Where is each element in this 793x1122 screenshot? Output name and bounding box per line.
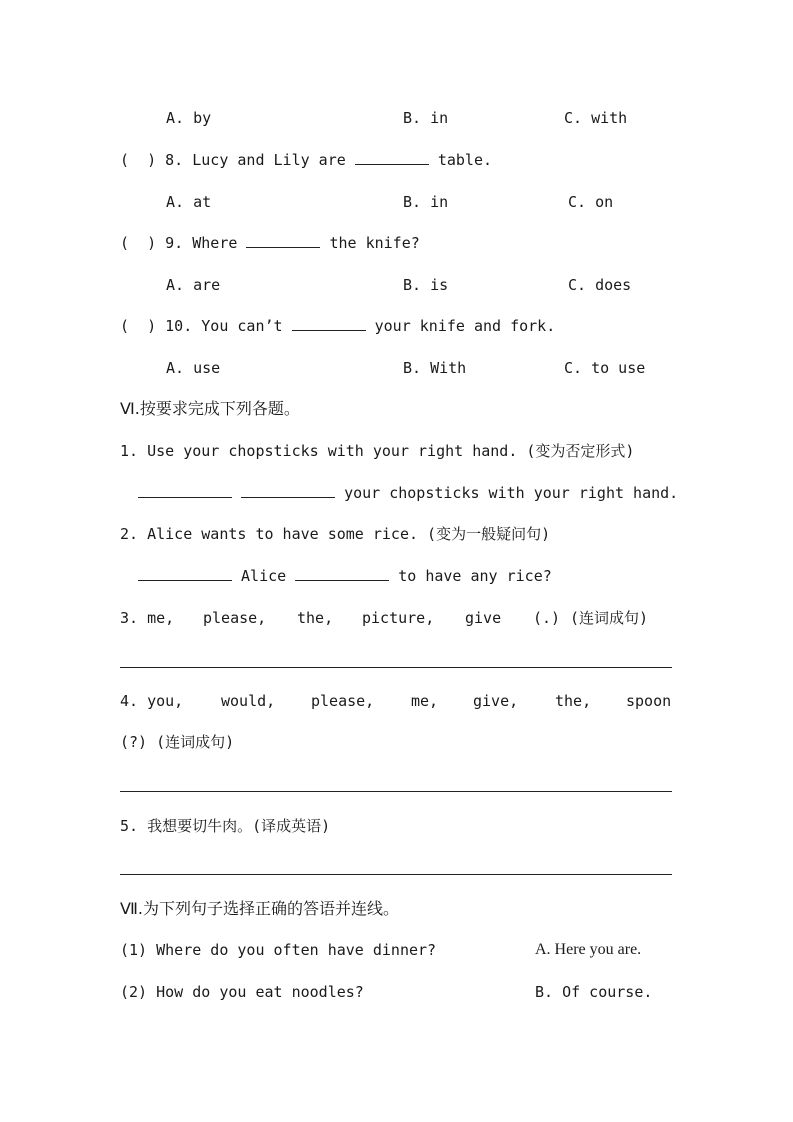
task-5-prompt: 5. 我想要切牛肉。(译成英语) bbox=[120, 817, 331, 835]
option-a: A. by bbox=[166, 109, 212, 127]
word-token: (.) bbox=[533, 609, 561, 627]
question-number: 9. bbox=[165, 234, 184, 252]
word-token: 4. you, bbox=[120, 692, 184, 710]
answer-paren: ( ) bbox=[120, 234, 157, 252]
task-2-answer bbox=[138, 566, 552, 586]
word-token: give bbox=[465, 609, 502, 627]
task-1-answer bbox=[138, 483, 678, 503]
question-text: table. bbox=[437, 151, 493, 169]
match-answer[interactable]: A. Here you are. bbox=[535, 941, 642, 958]
word-token: the, bbox=[297, 609, 334, 627]
fill-blank[interactable] bbox=[295, 566, 389, 581]
option-c: C. on bbox=[568, 193, 614, 211]
match-question: (1) Where do you often have dinner? bbox=[120, 941, 437, 959]
section-6-title: Ⅵ.按要求完成下列各题。 bbox=[120, 399, 300, 418]
option-b: B. is bbox=[403, 276, 449, 294]
word-token: spoon bbox=[626, 692, 672, 710]
option-b: B. in bbox=[403, 193, 449, 211]
section-7-title: Ⅶ.为下列句子选择正确的答语并连线。 bbox=[120, 899, 400, 918]
word-token: give, bbox=[473, 692, 519, 710]
word-token: picture, bbox=[362, 609, 435, 627]
question-text: Where bbox=[192, 234, 238, 252]
word-token: the, bbox=[555, 692, 592, 710]
answer-line[interactable] bbox=[120, 667, 672, 668]
word-token: me, bbox=[411, 692, 439, 710]
question-text: You can’t bbox=[201, 317, 283, 335]
answer-paren: ( ) bbox=[120, 151, 157, 169]
question-text: the knife? bbox=[329, 234, 420, 252]
option-a: A. at bbox=[166, 193, 212, 211]
task-4-hint: (?) (连词成句) bbox=[120, 733, 235, 751]
option-a: A. are bbox=[166, 276, 221, 294]
fill-blank[interactable] bbox=[246, 233, 320, 248]
answer-text: to have any rice? bbox=[398, 567, 552, 585]
question-9 bbox=[120, 233, 420, 253]
word-token: 3. me, bbox=[120, 609, 175, 627]
match-question: (2) How do you eat noodles? bbox=[120, 983, 364, 1001]
task-2-prompt: 2. Alice wants to have some rice. (变为一般疑问句) bbox=[120, 525, 551, 543]
match-answer[interactable]: B. Of course. bbox=[535, 983, 653, 1001]
fill-blank[interactable] bbox=[355, 150, 429, 165]
option-c: C. does bbox=[568, 276, 632, 294]
answer-text: Alice bbox=[241, 567, 287, 585]
option-c: C. with bbox=[564, 109, 628, 127]
option-b: B. With bbox=[403, 359, 467, 377]
option-a: A. use bbox=[166, 359, 221, 377]
task-1-prompt: 1. Use your chopsticks with your right hand. (变为否定形式) bbox=[120, 442, 635, 460]
question-number: 10. bbox=[165, 317, 193, 335]
word-token: please, bbox=[203, 609, 267, 627]
answer-paren: ( ) bbox=[120, 317, 157, 335]
option-c: C. to use bbox=[564, 359, 646, 377]
word-token: would, bbox=[221, 692, 276, 710]
question-text: your knife and fork. bbox=[374, 317, 556, 335]
answer-line[interactable] bbox=[120, 791, 672, 792]
fill-blank[interactable] bbox=[138, 566, 232, 581]
question-10 bbox=[120, 316, 555, 336]
task-hint: (连词成句) bbox=[570, 609, 649, 627]
fill-blank[interactable] bbox=[292, 316, 366, 331]
option-b: B. in bbox=[403, 109, 449, 127]
word-token: please, bbox=[311, 692, 375, 710]
question-text: Lucy and Lily are bbox=[192, 151, 346, 169]
question-8 bbox=[120, 150, 492, 170]
question-number: 8. bbox=[165, 151, 184, 169]
answer-line[interactable] bbox=[120, 874, 672, 875]
answer-text: your chopsticks with your right hand. bbox=[344, 484, 679, 502]
fill-blank[interactable] bbox=[241, 483, 335, 498]
fill-blank[interactable] bbox=[138, 483, 232, 498]
